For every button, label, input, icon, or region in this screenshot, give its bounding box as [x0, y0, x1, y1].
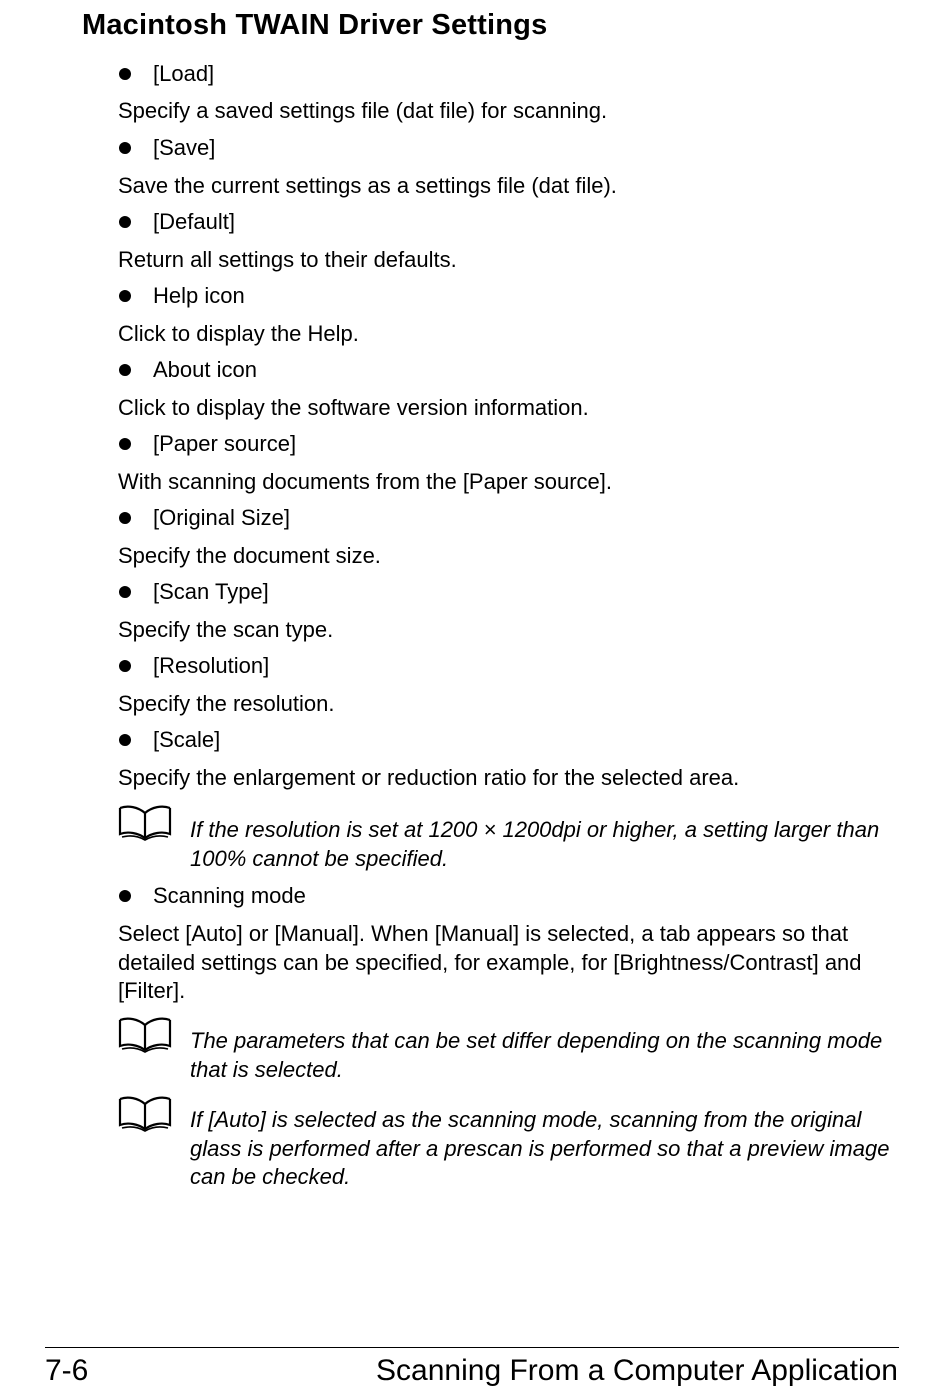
book-note-icon [118, 805, 172, 841]
bullet-icon [119, 890, 131, 902]
chapter-title: Scanning From a Computer Application [376, 1354, 898, 1387]
item-label: [Load] [153, 61, 215, 86]
bullet-icon [119, 734, 131, 746]
item-description: With scanning documents from the [Paper source]. [118, 469, 613, 494]
bullet-icon [119, 364, 131, 376]
item-label: Scanning mode [153, 883, 306, 908]
item-label: [Save] [153, 135, 216, 160]
item-description: Specify the document size. [118, 543, 381, 568]
note-text: If [Auto] is selected as the scanning mode, scanning from the original glass is performed after a prescan is performed so that a preview image can be checked. [190, 1107, 890, 1189]
item-description: Click to display the software version information. [118, 395, 589, 420]
item-label: Help icon [153, 283, 245, 308]
item-description: Specify a saved settings file (dat file) for scanning. [118, 98, 608, 123]
item-label: [Default] [153, 209, 235, 234]
bullet-icon [119, 660, 131, 672]
book-note-icon [118, 1096, 172, 1132]
book-note-icon [118, 1017, 172, 1053]
item-description: Select [Auto] or [Manual]. When [Manual] is selected, a tab appears so that detailed settings can be specified, for example, for [Brightness/Contrast] and [Filter]. [118, 921, 862, 1003]
item-description: Specify the enlargement or reduction ratio for the selected area. [118, 765, 740, 790]
bullet-icon [119, 512, 131, 524]
bullet-icon [119, 216, 131, 228]
note-text: The parameters that can be set differ depending on the scanning mode that is selected. [190, 1028, 883, 1082]
bullet-icon [119, 68, 131, 80]
bullet-icon [119, 290, 131, 302]
item-label: [Original Size] [153, 505, 290, 530]
bullet-icon [119, 438, 131, 450]
item-label: [Scale] [153, 727, 221, 752]
bullet-icon [119, 142, 131, 154]
item-label: About icon [153, 357, 257, 382]
item-description: Click to display the Help. [118, 321, 359, 346]
page-title: Macintosh TWAIN Driver Settings [82, 9, 548, 41]
item-label: [Paper source] [153, 431, 297, 456]
note-text: If the resolution is set at 1200 × 1200dpi or higher, a setting larger than 100% cannot be specified. [190, 817, 880, 871]
item-description: Return all settings to their defaults. [118, 247, 457, 272]
item-description: Specify the resolution. [118, 691, 335, 716]
item-label: [Resolution] [153, 653, 270, 678]
item-label: [Scan Type] [153, 579, 269, 604]
item-description: Save the current settings as a settings file (dat file). [118, 173, 617, 198]
item-description: Specify the scan type. [118, 617, 334, 642]
bullet-icon [119, 586, 131, 598]
footer-divider [45, 1347, 899, 1348]
page-number: 7-6 [45, 1354, 89, 1387]
